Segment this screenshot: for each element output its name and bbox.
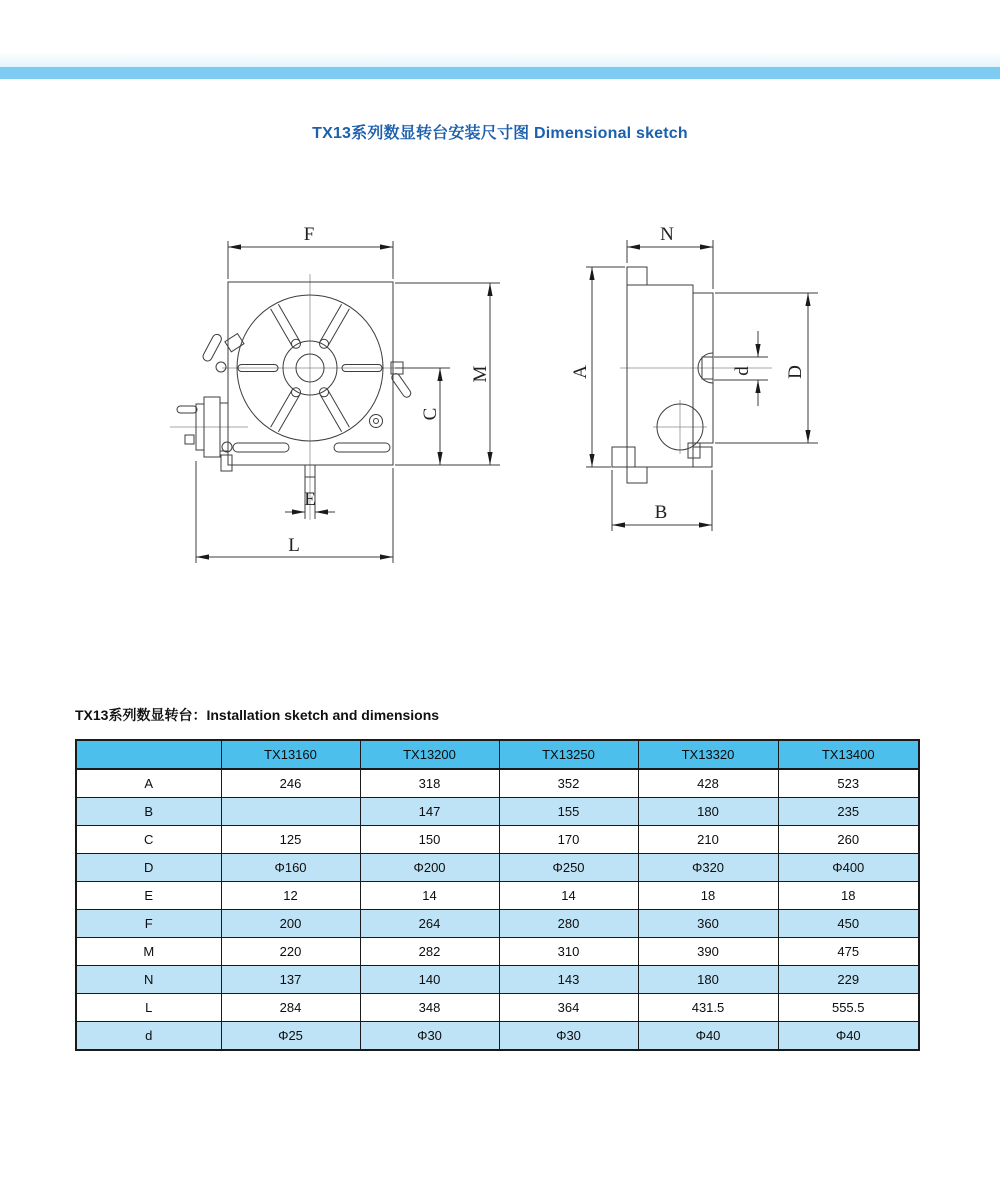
table-cell: Φ25	[221, 1022, 360, 1051]
table-cell: 14	[499, 882, 638, 910]
row-label: L	[76, 994, 221, 1022]
table-cell: 280	[499, 910, 638, 938]
table-row-E	[76, 882, 919, 910]
row-label: B	[76, 798, 221, 826]
table-cell: 390	[638, 938, 778, 966]
table-cell: 310	[499, 938, 638, 966]
top-accent-bar	[0, 67, 1000, 79]
column-header-tx13160: TX13160	[221, 740, 360, 769]
table-cell: 352	[499, 769, 638, 798]
dim-label-e: E	[304, 489, 316, 510]
table-row-N	[76, 966, 919, 994]
table-cell: 143	[499, 966, 638, 994]
table-cell: 137	[221, 966, 360, 994]
dimensions-table	[75, 739, 920, 1051]
table-cell: 235	[778, 798, 919, 826]
table-cell: 140	[360, 966, 499, 994]
column-header-tx13400: TX13400	[778, 740, 919, 769]
dim-label-f: F	[303, 224, 315, 245]
table-cell: 210	[638, 826, 778, 854]
table-cell: Φ160	[221, 854, 360, 882]
dim-label-d-small: d	[732, 366, 753, 376]
table-cell: 260	[778, 826, 919, 854]
dim-label-a: A	[570, 365, 591, 379]
table-cell: 170	[499, 826, 638, 854]
dim-label-c: C	[420, 407, 441, 421]
table-cell: 150	[360, 826, 499, 854]
table-row-B	[76, 798, 919, 826]
table-cell: 18	[778, 882, 919, 910]
table-row-C	[76, 826, 919, 854]
side-view-drawing	[570, 224, 818, 531]
dim-label-m: M	[470, 365, 491, 383]
table-caption: TX13系列数显转台：Installation sketch and dimensions	[75, 707, 440, 723]
table-cell: 428	[638, 769, 778, 798]
row-label: M	[76, 938, 221, 966]
table-cell: 12	[221, 882, 360, 910]
table-cell: Φ30	[499, 1022, 638, 1051]
row-label: E	[76, 882, 221, 910]
table-row-L	[76, 994, 919, 1022]
table-cell: Φ200	[360, 854, 499, 882]
table-row-F	[76, 910, 919, 938]
table-row-A	[76, 769, 919, 798]
dim-label-d-big: D	[785, 365, 806, 379]
table-cell: 125	[221, 826, 360, 854]
table-cell: 318	[360, 769, 499, 798]
column-header-blank	[76, 740, 221, 769]
dim-label-b: B	[654, 502, 668, 523]
table-row-D	[76, 854, 919, 882]
table-cell: Φ400	[778, 854, 919, 882]
column-header-tx13250: TX13250	[499, 740, 638, 769]
table-cell: Φ320	[638, 854, 778, 882]
row-label: A	[76, 769, 221, 798]
table-cell: 18	[638, 882, 778, 910]
table-cell: 523	[778, 769, 919, 798]
row-label: C	[76, 826, 221, 854]
table-cell: 364	[499, 994, 638, 1022]
side-body-outline	[627, 285, 693, 467]
table-cell: 431.5	[638, 994, 778, 1022]
table-cell: 360	[638, 910, 778, 938]
table-cell: Φ30	[360, 1022, 499, 1051]
table-cell: Φ40	[638, 1022, 778, 1051]
row-label: F	[76, 910, 221, 938]
table-cell: 180	[638, 966, 778, 994]
row-label: d	[76, 1022, 221, 1051]
table-cell: 180	[638, 798, 778, 826]
row-label: D	[76, 854, 221, 882]
table-header-row	[76, 740, 919, 769]
front-view-drawing	[170, 224, 500, 563]
table-cell: Φ40	[778, 1022, 919, 1051]
page-title: TX13系列数显转台安装尺寸图 Dimensional sketch	[312, 125, 688, 142]
row-label: N	[76, 966, 221, 994]
table-cell: 147	[360, 798, 499, 826]
table-cell: 229	[778, 966, 919, 994]
table-cell: 475	[778, 938, 919, 966]
table-cell: 220	[221, 938, 360, 966]
table-body-outline	[228, 282, 393, 465]
column-header-tx13200: TX13200	[360, 740, 499, 769]
table-cell: 200	[221, 910, 360, 938]
table-row-d	[76, 1022, 919, 1051]
dim-label-l: L	[288, 535, 300, 556]
table-cell: 450	[778, 910, 919, 938]
column-header-tx13320: TX13320	[638, 740, 778, 769]
table-cell: Φ250	[499, 854, 638, 882]
table-cell: 282	[360, 938, 499, 966]
dimensional-sketch	[160, 210, 860, 580]
table-cell: 284	[221, 994, 360, 1022]
table-cell: 246	[221, 769, 360, 798]
table-row-M	[76, 938, 919, 966]
table-cell: 348	[360, 994, 499, 1022]
table-cell	[221, 798, 360, 826]
top-accent-fade	[0, 52, 1000, 67]
table-cell: 555.5	[778, 994, 919, 1022]
table-cell: 155	[499, 798, 638, 826]
table-cell: 14	[360, 882, 499, 910]
dim-label-n: N	[660, 224, 674, 245]
table-cell: 264	[360, 910, 499, 938]
handwheel	[177, 397, 232, 471]
